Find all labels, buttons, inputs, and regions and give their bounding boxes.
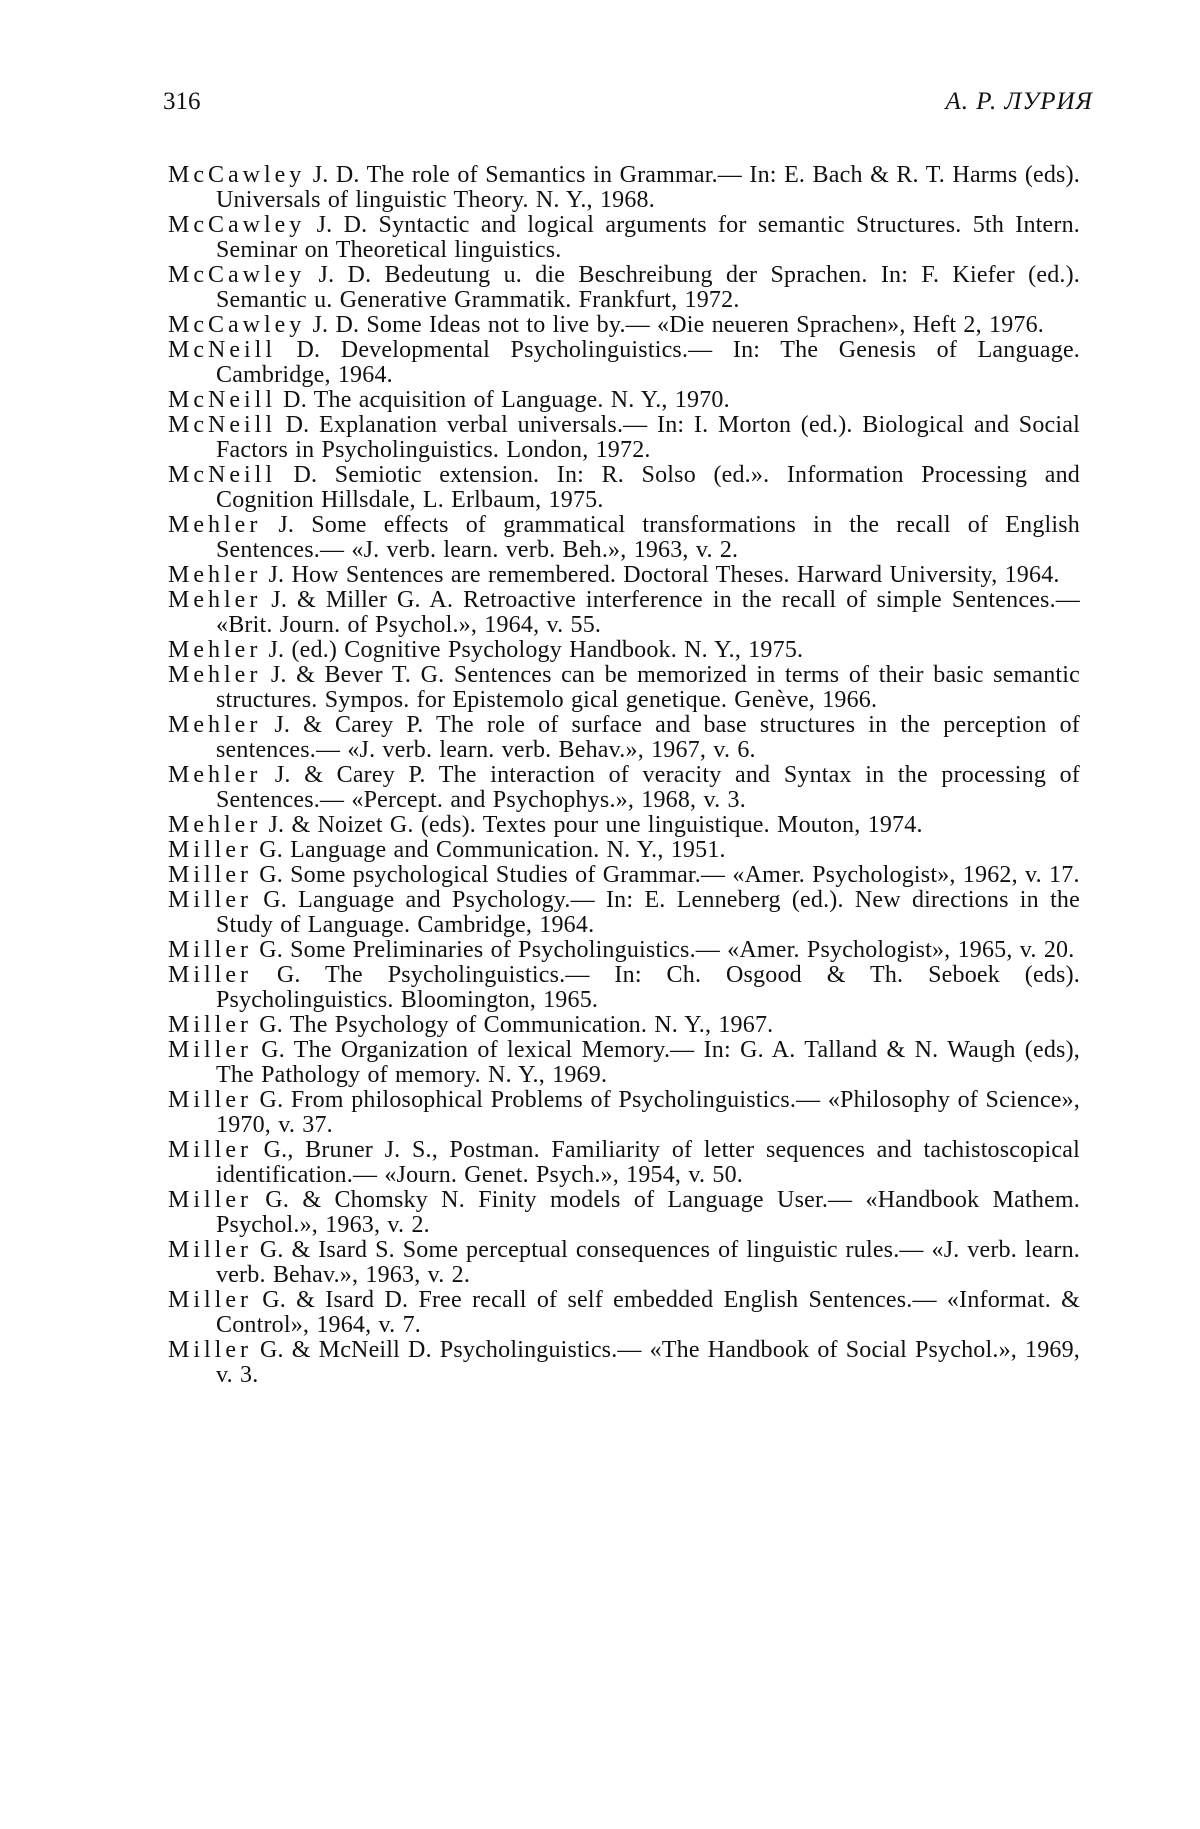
bibliography-entry — [168, 813, 1080, 838]
entry-text: G. Language and Communication. N. Y., 1951. — [252, 837, 726, 863]
entry-author: Mehler — [168, 512, 262, 538]
entry-author: Miller — [168, 1137, 252, 1163]
bibliography-entry — [168, 588, 1080, 638]
bibliography-entry — [168, 1138, 1080, 1188]
entry-author: Mehler — [168, 637, 262, 663]
entry-text: G. The Psycholinguistics.— In: Ch. Osgood & Th. Seboek (eds). Psycholinguistics. Bloomington, 1965. — [216, 962, 1080, 1013]
entry-author: McCawley — [168, 212, 306, 238]
bibliography-entry — [168, 763, 1080, 813]
bibliography-entry — [168, 563, 1080, 588]
entry-text: J. & Noizet G. (eds). Textes pour une linguistique. Mouton, 1974. — [261, 812, 923, 838]
entry-author: Miller — [168, 1037, 252, 1063]
entry-author: Miller — [168, 1287, 252, 1313]
entry-text: J. How Sentences are remembered. Doctoral Theses. Harward University, 1964. — [261, 562, 1060, 588]
entry-author: Miller — [168, 837, 252, 863]
entry-text: G. & Chomsky N. Finity models of Language User.— «Handbook Mathem. Psychol.», 1963, v. 2. — [216, 1187, 1080, 1238]
entry-text: D. Developmental Psycholinguistics.— In: The Genesis of Language. Cambridge, 1964. — [216, 337, 1080, 388]
entry-author: Miller — [168, 1337, 252, 1363]
bibliography-entry — [168, 388, 1080, 413]
entry-author: Mehler — [168, 712, 262, 738]
bibliography-entry — [168, 413, 1080, 463]
bibliography-entry — [168, 338, 1080, 388]
entry-text: J. & Carey P. The role of surface and base structures in the perception of sentences.— «J. verb. learn. verb. Behav.», 1967, v. 6. — [216, 712, 1080, 763]
entry-text: J. D. The role of Semantics in Grammar.— In: E. Bach & R. T. Harms (eds). Universals of linguistic Theory. N. Y., 1968. — [216, 162, 1080, 213]
entry-author: McNeill — [168, 387, 276, 413]
entry-author: Miller — [168, 1087, 252, 1113]
entry-author: Miller — [168, 937, 252, 963]
entry-author: Miller — [168, 862, 252, 888]
running-head — [163, 88, 1093, 128]
entry-text: J. D. Some Ideas not to live by.— «Die neueren Sprachen», Heft 2, 1976. — [305, 312, 1044, 338]
entry-author: Miller — [168, 1187, 252, 1213]
entry-author: Miller — [168, 962, 252, 988]
entry-text: G. The Organization of lexical Memory.— In: G. A. Talland & N. Waugh (eds), The Pathology of memory. N. Y., 1969. — [216, 1037, 1080, 1088]
bibliography-entry — [168, 1013, 1080, 1038]
entry-text: G., Bruner J. S., Postman. Familiarity of letter sequences and tachistoscopical identification.— «Journ. Genet. Psych.», 1954, v. 50. — [216, 1137, 1080, 1188]
bibliography-entry — [168, 163, 1080, 213]
entry-author: Mehler — [168, 812, 262, 838]
entry-text: G. & McNeill D. Psycholinguistics.— «The Handbook of Social Psychol.», 1969, v. 3. — [216, 1337, 1080, 1388]
entry-text: J. & Miller G. A. Retroactive interference in the recall of simple Sentences.— «Brit. Journ. of Psychol.», 1964, v. 55. — [216, 587, 1080, 638]
entry-author: McCawley — [168, 262, 306, 288]
entry-text: G. & Isard D. Free recall of self embedded English Sentences.— «Informat. & Control», 1964, v. 7. — [216, 1287, 1080, 1338]
bibliography-entry — [168, 313, 1080, 338]
page-number: 316 — [163, 88, 201, 115]
bibliography-entry — [168, 963, 1080, 1013]
entry-author: McCawley — [168, 162, 306, 188]
bibliography-entry — [168, 888, 1080, 938]
entry-author: McNeill — [168, 337, 276, 363]
entry-author: McCawley — [168, 312, 306, 338]
entry-text: J. D. Syntactic and logical arguments for semantic Structures. 5th Intern. Seminar on Theoretical linguistics. — [216, 212, 1080, 263]
entry-author: Miller — [168, 887, 252, 913]
bibliography-entry — [168, 838, 1080, 863]
entry-author: Miller — [168, 1012, 252, 1038]
bibliography-entry — [168, 1088, 1080, 1138]
bibliography-entry — [168, 638, 1080, 663]
entry-author: McNeill — [168, 412, 276, 438]
entry-text: G. & Isard S. Some perceptual consequences of linguistic rules.— «J. verb. learn. verb. Behav.», 1963, v. 2. — [216, 1237, 1080, 1288]
running-head-author: А. Р. ЛУРИЯ — [945, 88, 1093, 115]
bibliography-entry — [168, 1338, 1080, 1388]
entry-author: Miller — [168, 1237, 252, 1263]
bibliography-entry — [168, 463, 1080, 513]
bibliography-entry — [168, 663, 1080, 713]
entry-text: D. Semiotic extension. In: R. Solso (ed.». Information Processing and Cognition Hillsdale, L. Erlbaum, 1975. — [216, 462, 1080, 513]
entry-text: J. (ed.) Cognitive Psychology Handbook. N. Y., 1975. — [261, 637, 804, 663]
entry-author: Mehler — [168, 587, 262, 613]
bibliography-list — [168, 163, 1080, 1388]
bibliography-entry — [168, 1238, 1080, 1288]
entry-author: Mehler — [168, 762, 262, 788]
entry-text: G. From philosophical Problems of Psycholinguistics.— «Philosophy of Science», 1970, v. 37. — [216, 1087, 1080, 1138]
entry-text: G. Language and Psychology.— In: E. Lenneberg (ed.). New directions in the Study of Language. Cambridge, 1964. — [216, 887, 1080, 938]
bibliography-entry — [168, 1288, 1080, 1338]
entry-text: G. Some psychological Studies of Grammar.— «Amer. Psychologist», 1962, v. 17. — [252, 862, 1080, 888]
entry-text: J. D. Bedeutung u. die Beschreibung der Sprachen. In: F. Kiefer (ed.). Semantic u. Generative Grammatik. Frankfurt, 1972. — [216, 262, 1080, 313]
entry-text: J. & Bever T. G. Sentences can be memorized in terms of their basic semantic structures. Sympos. for Epistemolo gical genetique. Genève, 1966. — [216, 662, 1080, 713]
bibliography-entry — [168, 263, 1080, 313]
entry-author: Mehler — [168, 662, 262, 688]
entry-author: McNeill — [168, 462, 276, 488]
entry-text: D. Explanation verbal universals.— In: I. Morton (ed.). Biological and Social Factors in Psycholinguistics. London, 1972. — [216, 412, 1080, 463]
bibliography-entry — [168, 713, 1080, 763]
bibliography-entry — [168, 938, 1080, 963]
bibliography-entry — [168, 1188, 1080, 1238]
bibliography-entry — [168, 213, 1080, 263]
bibliography-entry — [168, 863, 1080, 888]
bibliography-entry — [168, 1038, 1080, 1088]
entry-text: G. Some Preliminaries of Psycholinguistics.— «Amer. Psychologist», 1965, v. 20. — [252, 937, 1075, 963]
entry-text: G. The Psychology of Communication. N. Y., 1967. — [252, 1012, 774, 1038]
entry-text: J. Some effects of grammatical transformations in the recall of English Sentences.— «J. verb. learn. verb. Beh.», 1963, v. 2. — [216, 512, 1080, 563]
entry-text: D. The acquisition of Language. N. Y., 1970. — [275, 387, 730, 413]
entry-text: J. & Carey P. The interaction of veracity and Syntax in the processing of Sentences.— «Percept. and Psychophys.», 1968, v. 3. — [216, 762, 1080, 813]
bibliography-entry — [168, 513, 1080, 563]
entry-author: Mehler — [168, 562, 262, 588]
